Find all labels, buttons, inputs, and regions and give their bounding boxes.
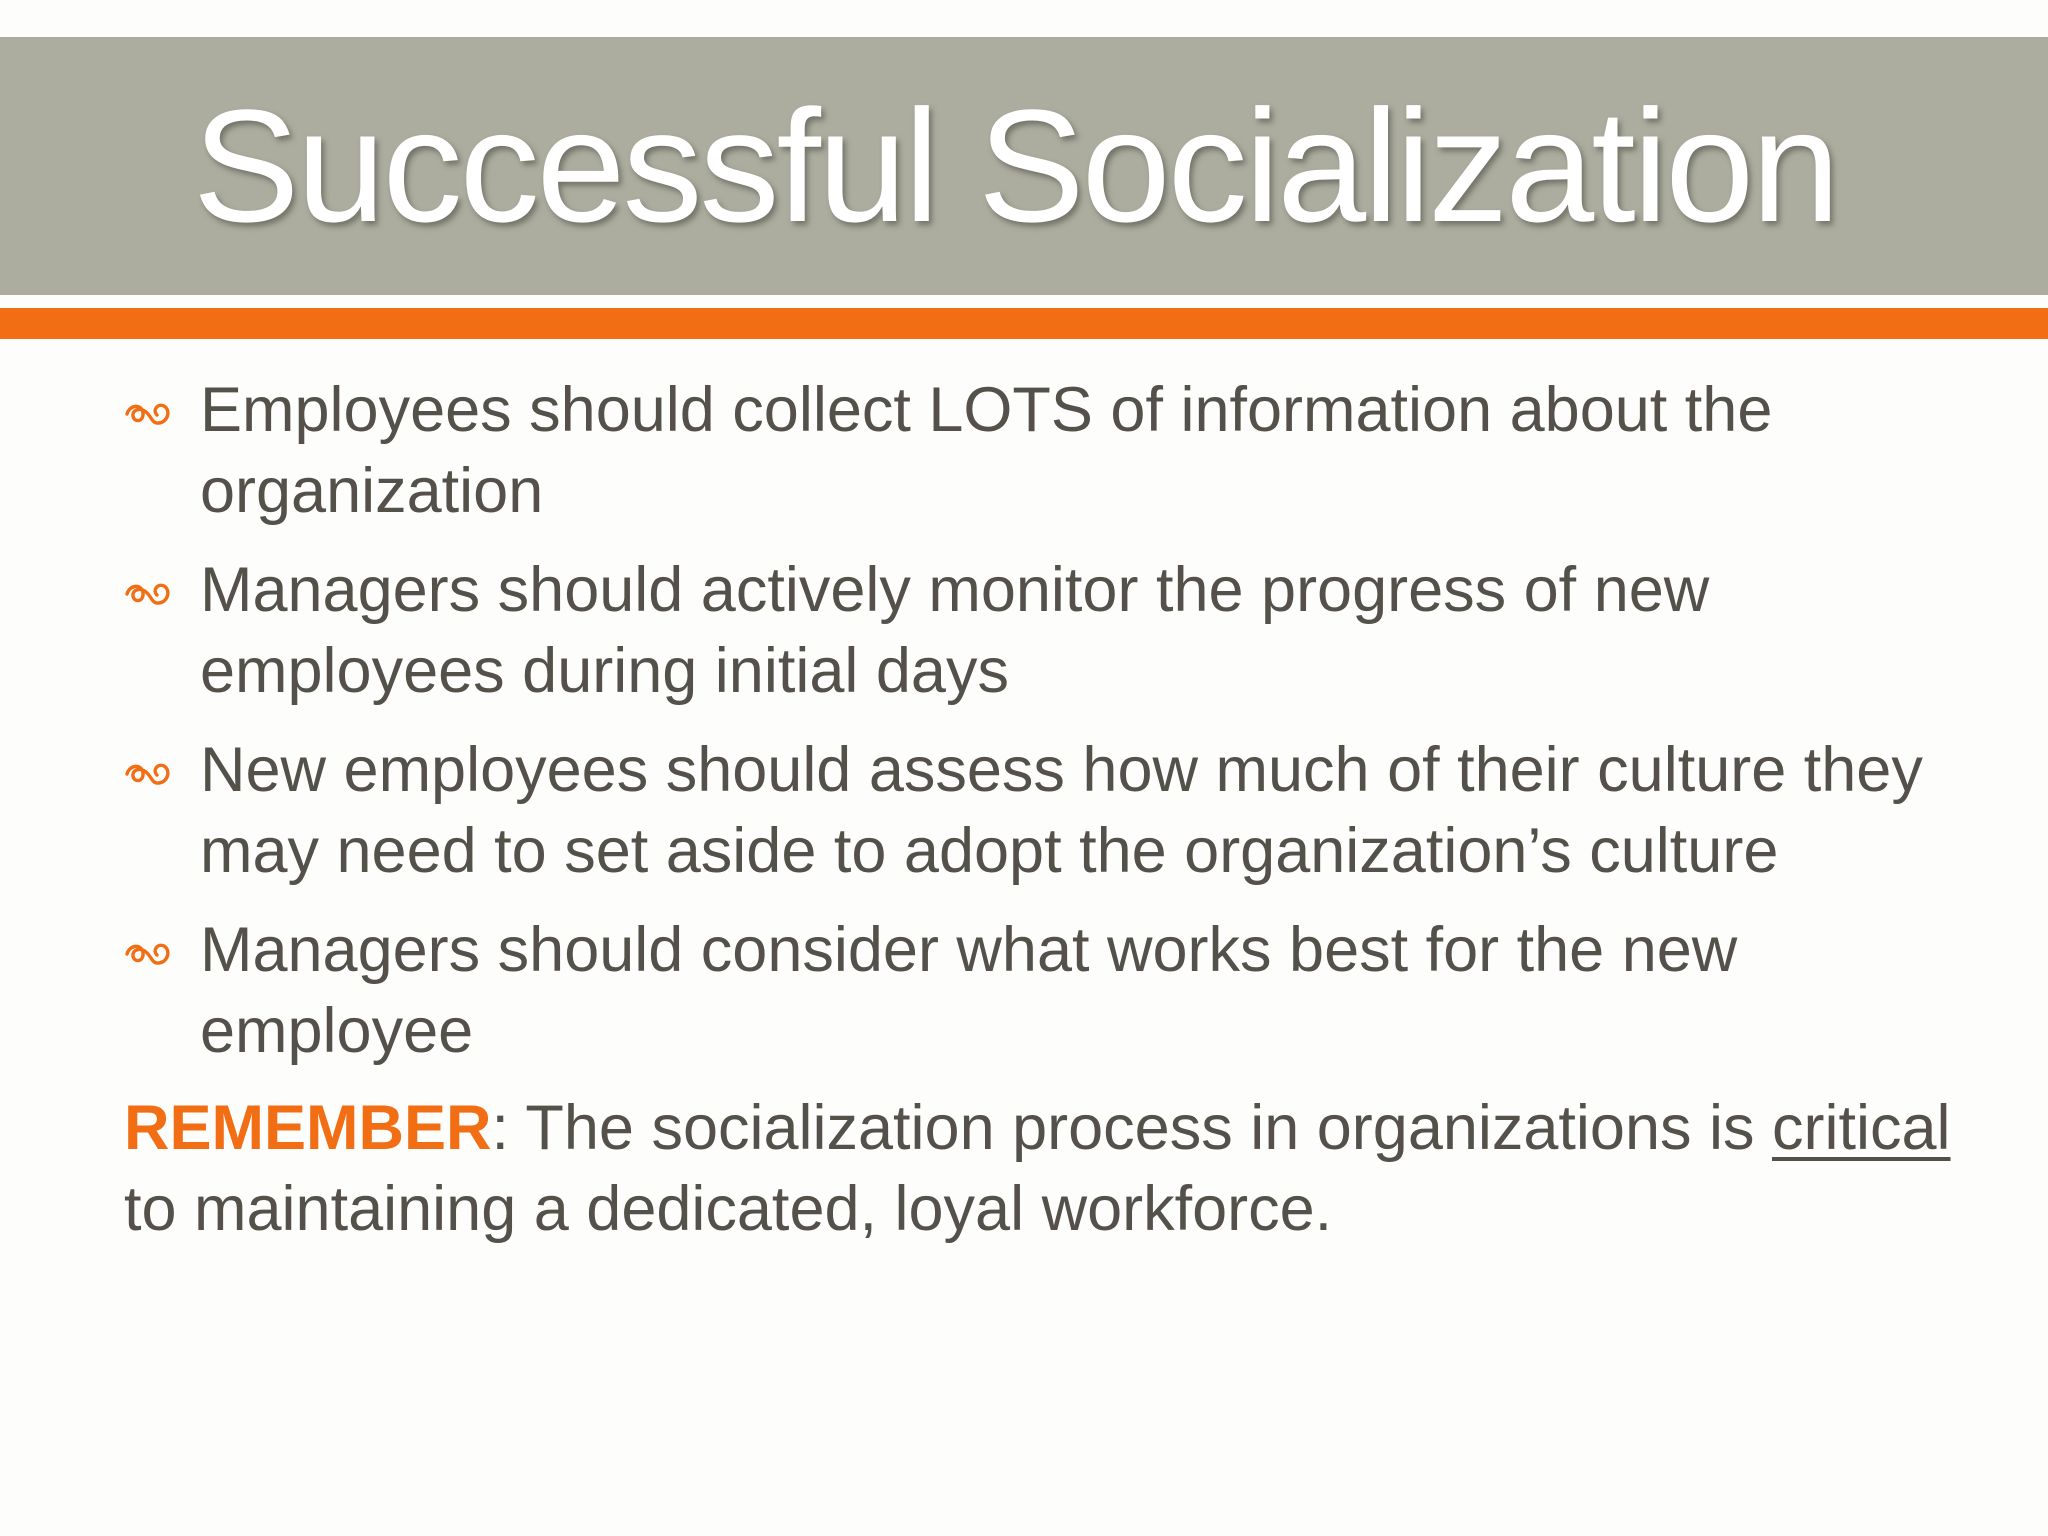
remember-note [124, 1088, 1954, 1250]
bullet-list [124, 370, 1954, 1072]
curl-bullet-icon [124, 758, 174, 788]
remember-label: REMEMBER [124, 1093, 492, 1163]
slide-title: Successful Socialization [192, 76, 1838, 255]
curl-bullet-icon [124, 578, 174, 608]
bullet-text: Managers should actively monitor the progress of new employees during initial days [200, 555, 1710, 706]
bullet-item [124, 370, 1954, 532]
curl-bullet-icon [124, 938, 174, 968]
bullet-item [124, 730, 1954, 892]
accent-bar [0, 308, 2048, 339]
bullet-text: Employees should collect LOTS of information about the organization [200, 375, 1773, 526]
bullet-item [124, 550, 1954, 712]
bullet-text: Managers should consider what works best for the new employee [200, 915, 1738, 1066]
remember-emphasis: critical [1772, 1093, 1951, 1163]
curl-bullet-icon [124, 398, 174, 428]
bullet-text: New employees should assess how much of their culture they may need to set aside to adopt the organization’s culture [200, 735, 1923, 886]
remember-text-after: to maintaining a dedicated, loyal workforce. [124, 1174, 1333, 1244]
slide-body [124, 370, 1954, 1250]
remember-text-before: : The socialization process in organizations is [491, 1093, 1773, 1163]
bullet-item [124, 910, 1954, 1072]
